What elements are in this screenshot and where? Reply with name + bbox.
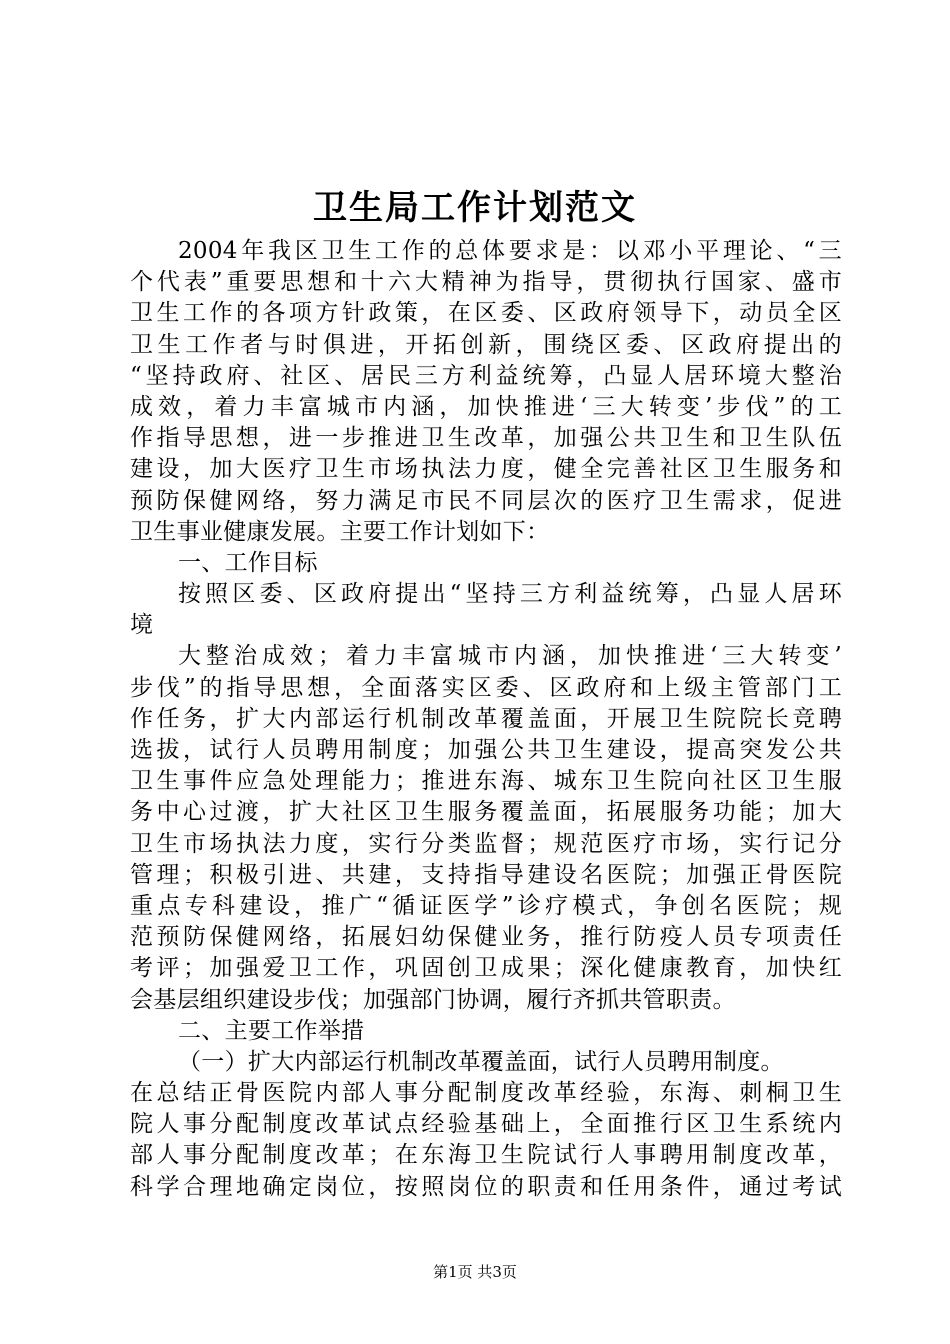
body-line: 管理；积极引进、共建，支持指导建设名医院；加强正骨医院 [130,861,842,888]
body-line: 院人事分配制度改革试点经验基础上，全面推行区卫生系统内 [130,1111,842,1138]
body-line: 按照区委、区政府提出“坚持三方利益统筹，凸显人居环 [178,581,842,608]
body-line: 重点专科建设，推广“循证医学”诊疗模式，争创名医院；规 [130,892,842,919]
body-line: 务中心过渡，扩大社区卫生服务覆盖面，拓展服务功能；加大 [130,799,842,826]
body-line: 选拔，试行人员聘用制度；加强公共卫生建设，提高突发公共 [130,737,842,763]
body-line: 预防保健网络，努力满足市民不同层次的医疗卫生需求，促进 [130,487,842,514]
body-line: 卫生工作的各项方针政策，在区委、区政府领导下，动员全区 [130,300,842,327]
body-line: 个代表”重要思想和十六大精神为指导，贯彻执行国家、盛市 [130,269,842,296]
body-line: 作指导思想，进一步推进卫生改革，加强公共卫生和卫生队伍 [130,425,842,452]
body-line: 考评；加强爱卫工作，巩固创卫成果；深化健康教育，加快红 [130,955,842,982]
body-line: 二、主要工作举措 [178,1017,365,1044]
body-line: 大整治成效；着力丰富城市内涵，加快推进‘三大转变’ [178,643,842,670]
body-line: （一）扩大内部运行机制改革覆盖面，试行人员聘用制度。 [178,1048,784,1075]
body-line: 成效，着力丰富城市内涵，加快推进‘三大转变’步伐”的工 [130,393,842,420]
body-line: 卫生事业健康发展。主要工作计划如下： [130,518,550,545]
document-title: 卫生局工作计划范文 [313,188,637,228]
page-number-footer: 第1页 共3页 [433,1263,517,1281]
document-body [130,236,842,1203]
body-line: 建设，加大医疗卫生市场执法力度，健全完善社区卫生服务和 [130,456,842,483]
body-line: 科学合理地确定岗位，按照岗位的职责和任用条件，通过考试 [130,1173,842,1200]
body-line: 2004年我区卫生工作的总体要求是：以邓小平理论、“三 [178,238,842,264]
body-line: 境 [130,612,154,639]
body-line: 在总结正骨医院内部人事分配制度改革经验，东海、刺桐卫生 [130,1080,842,1107]
body-line: 卫生工作者与时俱进，开拓创新，围绕区委、区政府提出的 [130,331,842,358]
body-line: 作任务，扩大内部运行机制改革覆盖面，开展卫生院院长竞聘 [130,705,842,732]
body-line: 部人事分配制度改革；在东海卫生院试行人事聘用制度改革， [130,1142,842,1169]
body-line: 卫生事件应急处理能力；推进东海、城东卫生院向社区卫生服 [130,768,842,795]
body-line: 范预防保健网络，拓展妇幼保健业务，推行防疫人员专项责任 [130,924,842,951]
body-line: 会基层组织建设步伐；加强部门协调，履行齐抓共管职责。 [130,986,736,1013]
body-line: 步伐”的指导思想，全面落实区委、区政府和上级主管部门工 [130,674,842,701]
body-line: 卫生市场执法力度，实行分类监督；规范医疗市场，实行记分 [130,830,842,857]
body-line: 一、工作目标 [178,549,318,576]
body-line: “坚持政府、社区、居民三方利益统筹，凸显人居环境大整治 [130,362,842,389]
